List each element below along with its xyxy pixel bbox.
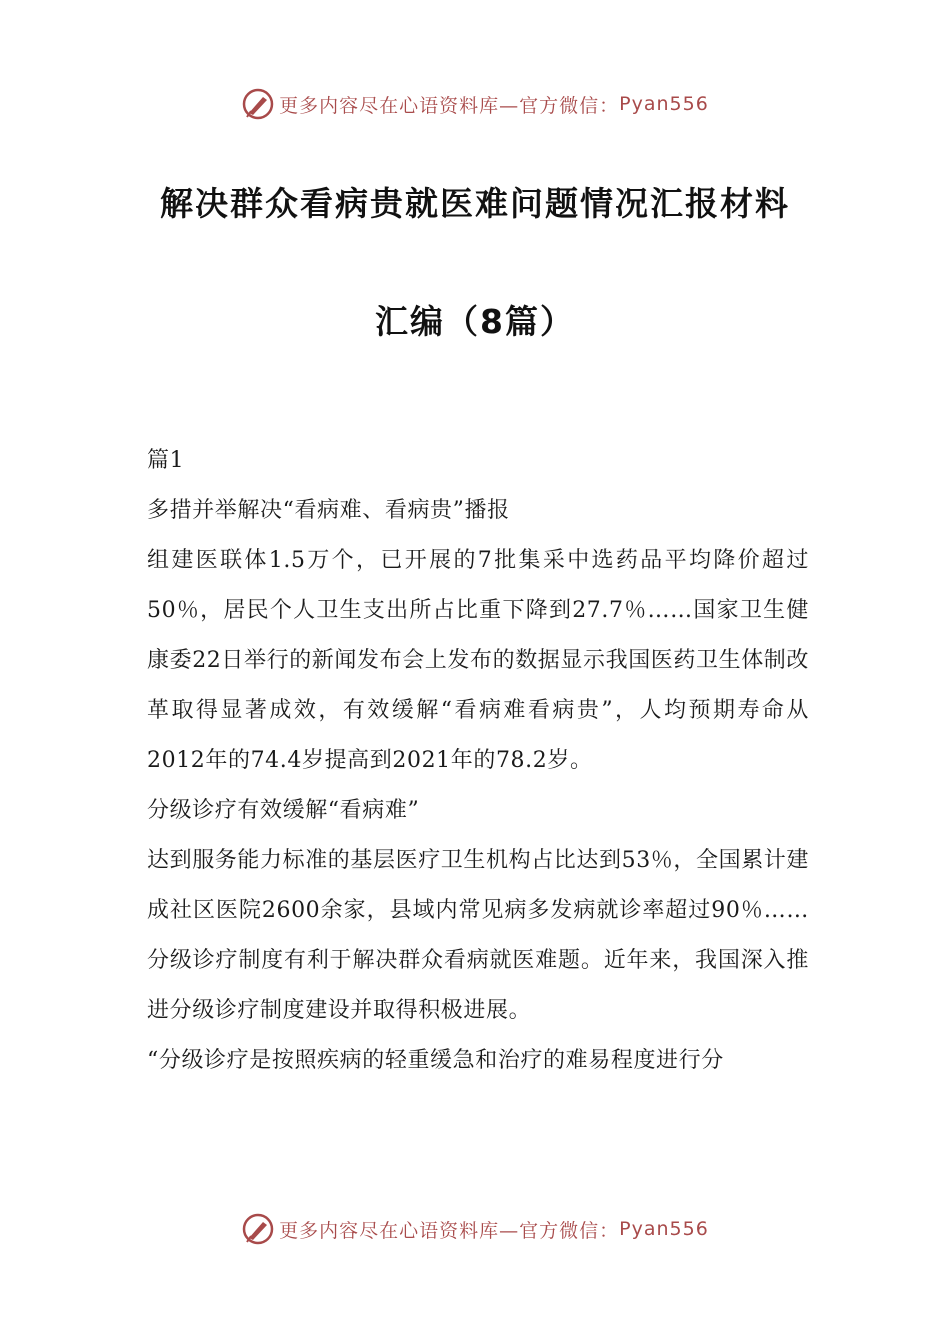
paragraph: “分级诊疗是按照疾病的轻重缓急和治疗的难易程度进行分	[147, 1048, 724, 1073]
section-heading: 分级诊疗有效缓解“看病难”	[147, 798, 420, 823]
section-label: 篇1	[147, 448, 185, 473]
section-heading: 多措并举解决“看病难、看病贵”播报	[147, 498, 510, 523]
pen-logo-icon	[241, 1212, 275, 1246]
document-title-line-2: 汇编（8篇）	[375, 302, 575, 341]
document-body	[147, 436, 809, 1086]
watermark-header	[0, 82, 950, 126]
watermark-text: 更多内容尽在心语资料库—官方微信：	[279, 94, 620, 117]
paragraph: 组建医联体1.5万个，已开展的7批集采中选药品平均降价超过50％，居民个人卫生支出所占比重下降到27.7％……国家卫生健康委22日举行的新闻发布会上发布的数据显示我国医药卫生体制改革取得显著成效，有效缓解“看病难看病贵”，人均预期寿命从2012年的74.4岁提高到2021年的78.2岁。	[147, 548, 809, 773]
watermark-footer	[0, 1207, 950, 1251]
document-title-line-1: 解决群众看病贵就医难问题情况汇报材料	[160, 184, 790, 223]
watermark-contact: Pyan556	[619, 1218, 709, 1240]
paragraph: 达到服务能力标准的基层医疗卫生机构占比达到53％，全国累计建成社区医院2600余家，县域内常见病多发病就诊率超过90％……分级诊疗制度有利于解决群众看病就医难题。近年来，我国深入推进分级诊疗制度建设并取得积极进展。	[147, 848, 809, 1023]
pen-logo-icon	[241, 87, 275, 121]
watermark-contact: Pyan556	[619, 93, 709, 115]
watermark-text: 更多内容尽在心语资料库—官方微信：	[279, 1219, 620, 1242]
